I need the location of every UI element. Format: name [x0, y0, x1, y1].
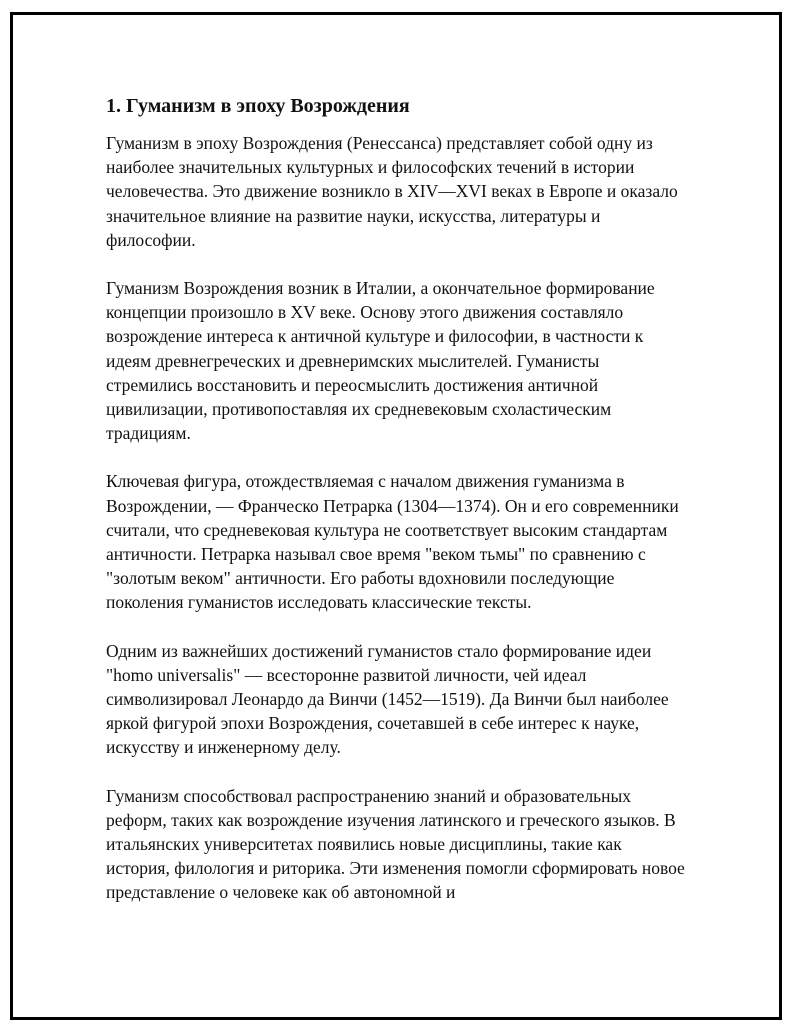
document-body: [106, 93, 686, 929]
paragraph-4: Одним из важнейших достижений гуманистов стало формирование идеи "homo universalis" — всесторонне развитой личности, чей идеал символизировал Леонардо да Винчи (1452—1519). Да Винчи был наиболее яркой фигурой эпохи Возрождения, сочетавшей в себе интерес к науке, искусству и инженерному делу.: [106, 640, 669, 758]
paragraph-2: Гуманизм Возрождения возник в Италии, а окончательное формирование концепции произошло в XV веке. Основу этого движения составляло возрождение интереса к античной культуре и философии, в частности к идеям древнегреческих и древнеримских мыслителей. Гуманисты стремились восстановить и переосмыслить достижения античной цивилизации, противопоставляя их средневековым схоластическим традициям.: [106, 278, 655, 444]
section-heading: 1. Гуманизм в эпоху Возрождения: [106, 95, 410, 117]
paragraph-3: Ключевая фигура, отождествляемая с началом движения гуманизма в Возрождении, — Франческо Петрарка (1304—1374). Он и его современники считали, что средневековая культура не соответствует высоким стандартам античности. Петрарка называл свое время "веком тьмы" по сравнению с "золотым веком" античности. Его работы вдохновили последующие поколения гуманистов исследовать классические тексты.: [106, 471, 679, 613]
paragraph-5: Гуманизм способствовал распространению знаний и образовательных реформ, таких как возрождение изучения латинского и греческого языков. В итальянских университетах появились новые дисциплины, такие как история, филология и риторика. Эти изменения помогли сформировать новое представление о человеке как об автономной и: [106, 785, 685, 903]
paragraph-1: Гуманизм в эпоху Возрождения (Ренессанса) представляет собой одну из наиболее значительных культурных и философских течений в истории человечества. Это движение возникло в XIV—XVI веках в Европе и оказало значительное влияние на развитие науки, искусства, литературы и философии.: [106, 133, 678, 250]
